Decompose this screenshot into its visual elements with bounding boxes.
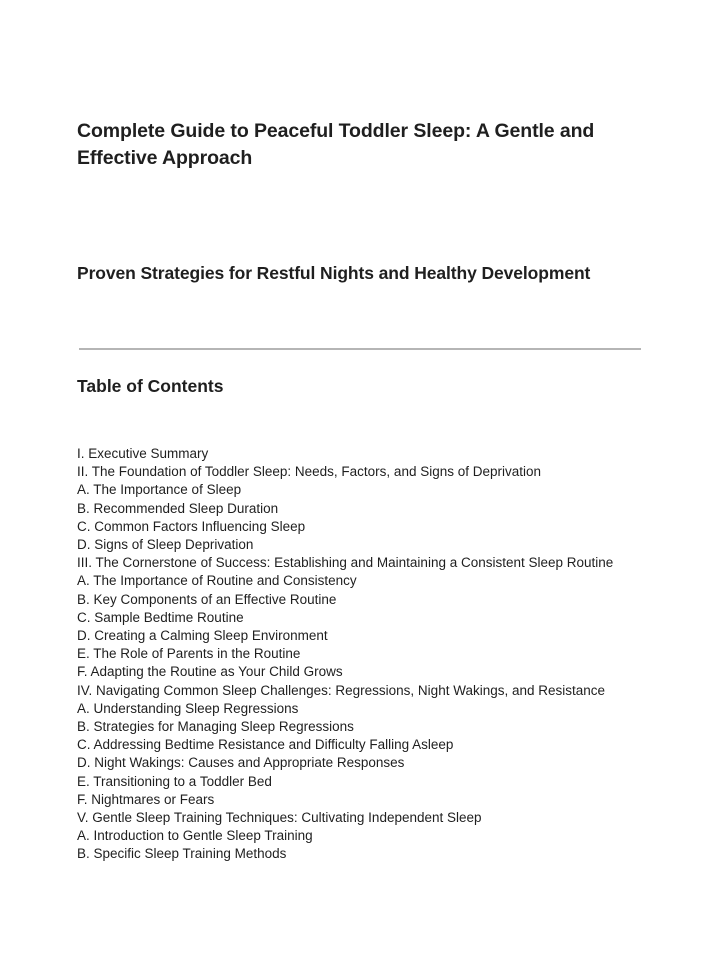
document-subtitle: Proven Strategies for Restful Nights and Healthy Development xyxy=(77,263,591,283)
toc-item: A. Understanding Sleep Regressions xyxy=(77,700,299,716)
toc-item: IV. Navigating Common Sleep Challenges: Regressions, Night Wakings, and Resistance xyxy=(77,682,606,698)
toc-item: F. Adapting the Routine as Your Child Grows xyxy=(77,664,343,680)
toc-item: B. Key Components of an Effective Routine xyxy=(77,591,337,607)
toc-item: D. Night Wakings: Causes and Appropriate Responses xyxy=(77,755,405,771)
toc-item: C. Common Factors Influencing Sleep xyxy=(77,518,306,534)
document-title: Complete Guide to Peaceful Toddler Sleep: A Gentle and Effective Approach xyxy=(77,120,595,169)
toc-item: III. The Cornerstone of Success: Establishing and Maintaining a Consistent Sleep Routine xyxy=(77,555,614,571)
toc-item: C. Sample Bedtime Routine xyxy=(77,609,244,625)
toc-item: B. Recommended Sleep Duration xyxy=(77,500,279,516)
toc-item: E. Transitioning to a Toddler Bed xyxy=(77,773,272,789)
toc-item: B. Strategies for Managing Sleep Regressions xyxy=(77,719,354,735)
toc-item: D. Creating a Calming Sleep Environment xyxy=(77,628,328,644)
toc-item: I. Executive Summary xyxy=(77,446,209,461)
toc-item: F. Nightmares or Fears xyxy=(77,791,215,807)
toc-item: D. Signs of Sleep Deprivation xyxy=(77,537,254,553)
toc-item: C. Addressing Bedtime Resistance and Difficulty Falling Asleep xyxy=(77,737,454,753)
toc-item: A. The Importance of Routine and Consistency xyxy=(77,573,357,589)
toc-item: E. The Role of Parents in the Routine xyxy=(77,646,301,662)
table-of-contents xyxy=(77,445,677,864)
toc-item: B. Specific Sleep Training Methods xyxy=(77,846,287,862)
toc-item: II. The Foundation of Toddler Sleep: Needs, Factors, and Signs of Deprivation xyxy=(77,464,542,480)
toc-item: A. Introduction to Gentle Sleep Training xyxy=(77,828,313,844)
horizontal-divider xyxy=(79,348,641,350)
toc-item: V. Gentle Sleep Training Techniques: Cultivating Independent Sleep xyxy=(77,810,482,826)
toc-item: A. The Importance of Sleep xyxy=(77,482,242,498)
toc-heading: Table of Contents xyxy=(77,376,224,396)
